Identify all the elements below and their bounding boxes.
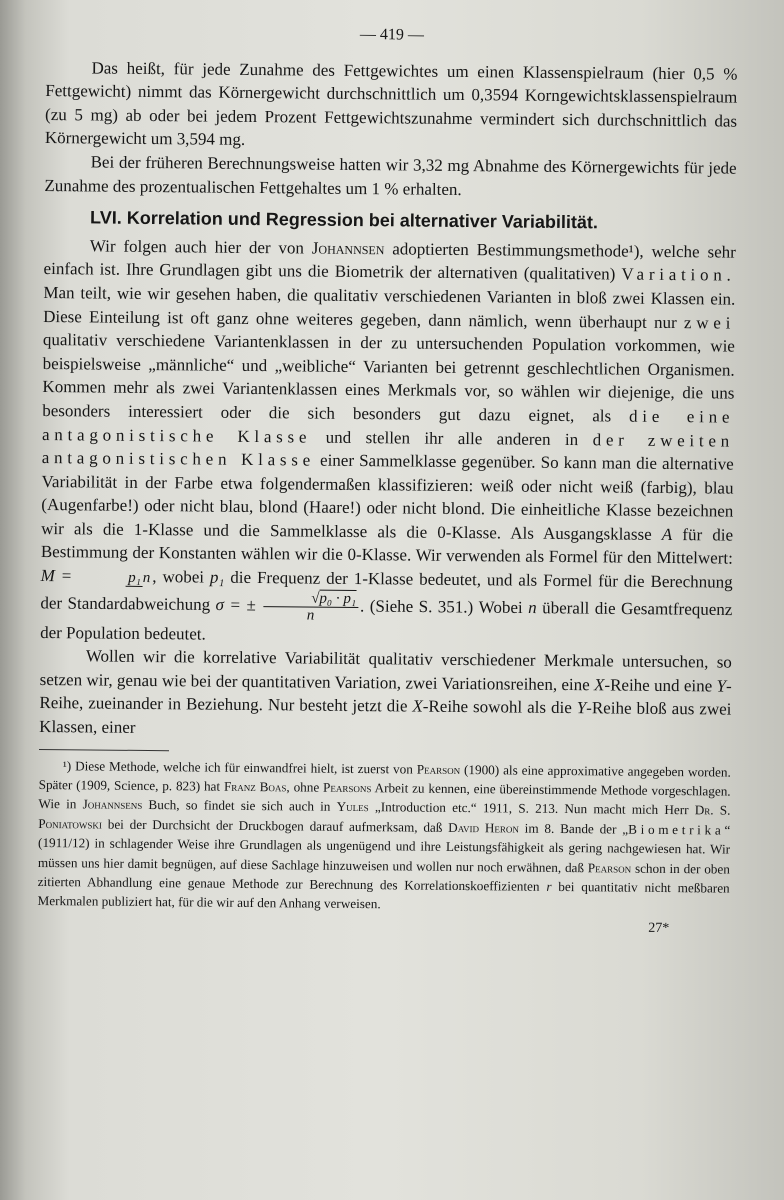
variable-r: r [546, 878, 552, 894]
variable-a: A [661, 524, 673, 544]
author-name: Pearson [587, 859, 632, 876]
text: bei der Durchsicht der Druckbogen darauf aufmerksam, daß [107, 816, 443, 835]
variable-x: X [412, 696, 423, 717]
text: schon in der oben zitierten Abhandlung eine genaue Methode zur Berechnung des Korrelationskoeffizienten [37, 860, 730, 894]
text: qualitativ verschiedene Variantenklassen in der zu untersuchenden Population vorkommen, wie beispielsweise „männliche“ und „weibliche“ Varianten bei getrennt geschlechtlichen Organismen. Kommen mehr als zwei Variantenklassen eines Merkmals vor, so wählen wir diejenige, die uns besonders interessiert oder die sich besonders gut dazu eignet, als [42, 330, 735, 426]
author-name: David Heron [448, 819, 519, 836]
author-name: Franz Boas [223, 778, 287, 795]
author-name: Pearson [416, 761, 461, 777]
spaced-term: die eine antagonistische Klasse [41, 406, 735, 447]
denominator: n [306, 607, 315, 624]
radicand: p₀ · p₁ [319, 590, 357, 607]
text: (1900) als eine approximative angegeben worden. Später (1909, Science, p. 823) hat [38, 761, 731, 794]
author-name: Johannsen [311, 238, 385, 259]
numerator: p₁ [126, 570, 143, 587]
text: die Frequenz der 1-Klasse bedeutet, und als Formel für die Berechnung der Standardabweichung [40, 567, 733, 614]
text: einer Sammelklasse gegenüber. So kann man die alternative Variabilität in der Farbe etwa folgendermaßen klassifizieren: weiß oder nicht weiß (farbig), blau (Augenfarbe!) oder nicht blau, blond (Haare!) oder nicht blond. Die einheitliche Klasse bezeichnen wir als die 1-Klasse und die Sammelklasse als die 0-Klasse. Als Ausgangsklasse [41, 450, 734, 544]
text: Buch, so findet sie sich auch in [148, 797, 331, 815]
text: im 8. Bande der „ [524, 820, 629, 837]
text: Wollen wir die korrelative Variabilität qualitativ verschiedener Merkmale untersuchen, so setzen wir, genau wie bei der quantitativen Variation, zwei Variationsreihen, eine [39, 646, 732, 695]
text: für die Bestimmung der Konstanten wählen wir die 0-Klasse. Wir verwenden als Formel für den Mittelwert: [40, 525, 734, 569]
footnote [37, 756, 730, 918]
text: -Reihe sowohl als die [422, 697, 572, 718]
text: überall die Gesamtfrequenz der Population bedeutet. [40, 597, 733, 644]
author-name: Johannsens [82, 796, 143, 813]
paragraph-2: Bei der früheren Berechnungsweise hatten wir 3,32 mg Abnahme des Körnergewichts für jede Zunahme des prozentualischen Fettgehaltes um 1 % erhalten. [44, 152, 737, 199]
spaced-term: zwei [683, 312, 736, 333]
variable-x: X [593, 675, 605, 695]
text: , ohne [286, 779, 320, 795]
variable-n: n [528, 597, 537, 617]
text: “ (1911/12) in schlagender Weise ihre Grundlagen als ungenügend und ihre Leistungsfähigkeit als gering nachgewiesen hat. Wir müssen uns hier damit begnügen, auf diese Sachlage hinzuweisen und wollen nur noch erwähnen, daß [37, 822, 731, 875]
text: , wobei [152, 567, 205, 587]
text: -Reihe, zueinander in Beziehung. Nur besteht jetzt die [39, 676, 732, 716]
formula-sd-fraction [263, 590, 358, 624]
footnote-divider [39, 749, 169, 751]
variable-p1: p₁ [209, 567, 225, 587]
formula-mean-fraction [80, 570, 150, 587]
text: . (Siehe S. 351.) Wobei [360, 596, 523, 617]
journal-name: Biometrika [628, 821, 725, 838]
text: Wir folgen auch hier der von [89, 236, 305, 258]
formula-mean-lhs: M = [40, 566, 73, 586]
paragraph-4 [39, 644, 732, 745]
text: -Reihe und eine [604, 675, 713, 696]
text: ¹) Diese Methode, welche ich für einwandfrei hielt, ist zuerst von [62, 757, 413, 777]
paragraph-3 [40, 234, 736, 651]
paragraph-1: Das heißt, für jede Zunahme des Fettgewichtes um einen Klassenspielraum (hier 0,5 % Fettgewicht) nimmt das Körnergewicht durchschnittlich um 0,3594 Korngewichtsklassenspielraum (zu 5 mg) ab oder bei jedem Prozent Fettgewichtszunahme vermindert sich durchschnittlich das Körnergewicht um 3,594 mg. [44, 58, 738, 150]
denominator: n [142, 570, 151, 587]
author-name: Pearsons [323, 779, 372, 796]
text: -Reihe bloß aus zwei Klassen, einer [39, 698, 732, 737]
text: Man teilt, wie wir gesehen haben, die qualitativ verschiedenen Varianten in bloß zwei Klassen ein. Diese Einteilung ist oft ganz ohne weiteres gegeben, dann nämlich, wenn überhaupt nur [43, 282, 736, 332]
text: „Introduction etc.“ 1911, S. 213. Nun macht mich Herr [374, 799, 689, 818]
variable-y: Y [576, 698, 587, 718]
page-number: — 419 — [359, 26, 424, 44]
page-content [37, 20, 738, 941]
formula-sd-lhs: σ = ± [215, 594, 256, 615]
numerator: √p₀ · p₁ [263, 590, 358, 608]
text: Arbeit zu kennen, eine übereinstimmende Methode vorgeschlagen. Wie in [38, 780, 731, 812]
variable-y: Y [716, 676, 727, 696]
section-heading: LVI. Korrelation und Regression bei alternativer Variabilität. [90, 207, 598, 233]
text: bei quantitativ nicht meßbaren Merkmalen publiziert hat, für die wir auf den Anhang verweisen. [37, 879, 730, 912]
author-name: Yules [336, 799, 369, 815]
author-name: Dr. S. Poniatowski [38, 802, 731, 832]
text: adoptierten Bestimmungsmethode¹), welche sehr einfach ist. Ihre Grundlagen gibt uns die Biometrik der alternativen (qualitativen) [43, 239, 736, 284]
sheet-signature: 27* [648, 920, 670, 936]
spaced-term: der zweiten antagonistischen Klasse [41, 429, 735, 470]
text: und stellen ihr alle anderen in [325, 427, 579, 449]
spaced-term: Variation. [621, 264, 736, 285]
